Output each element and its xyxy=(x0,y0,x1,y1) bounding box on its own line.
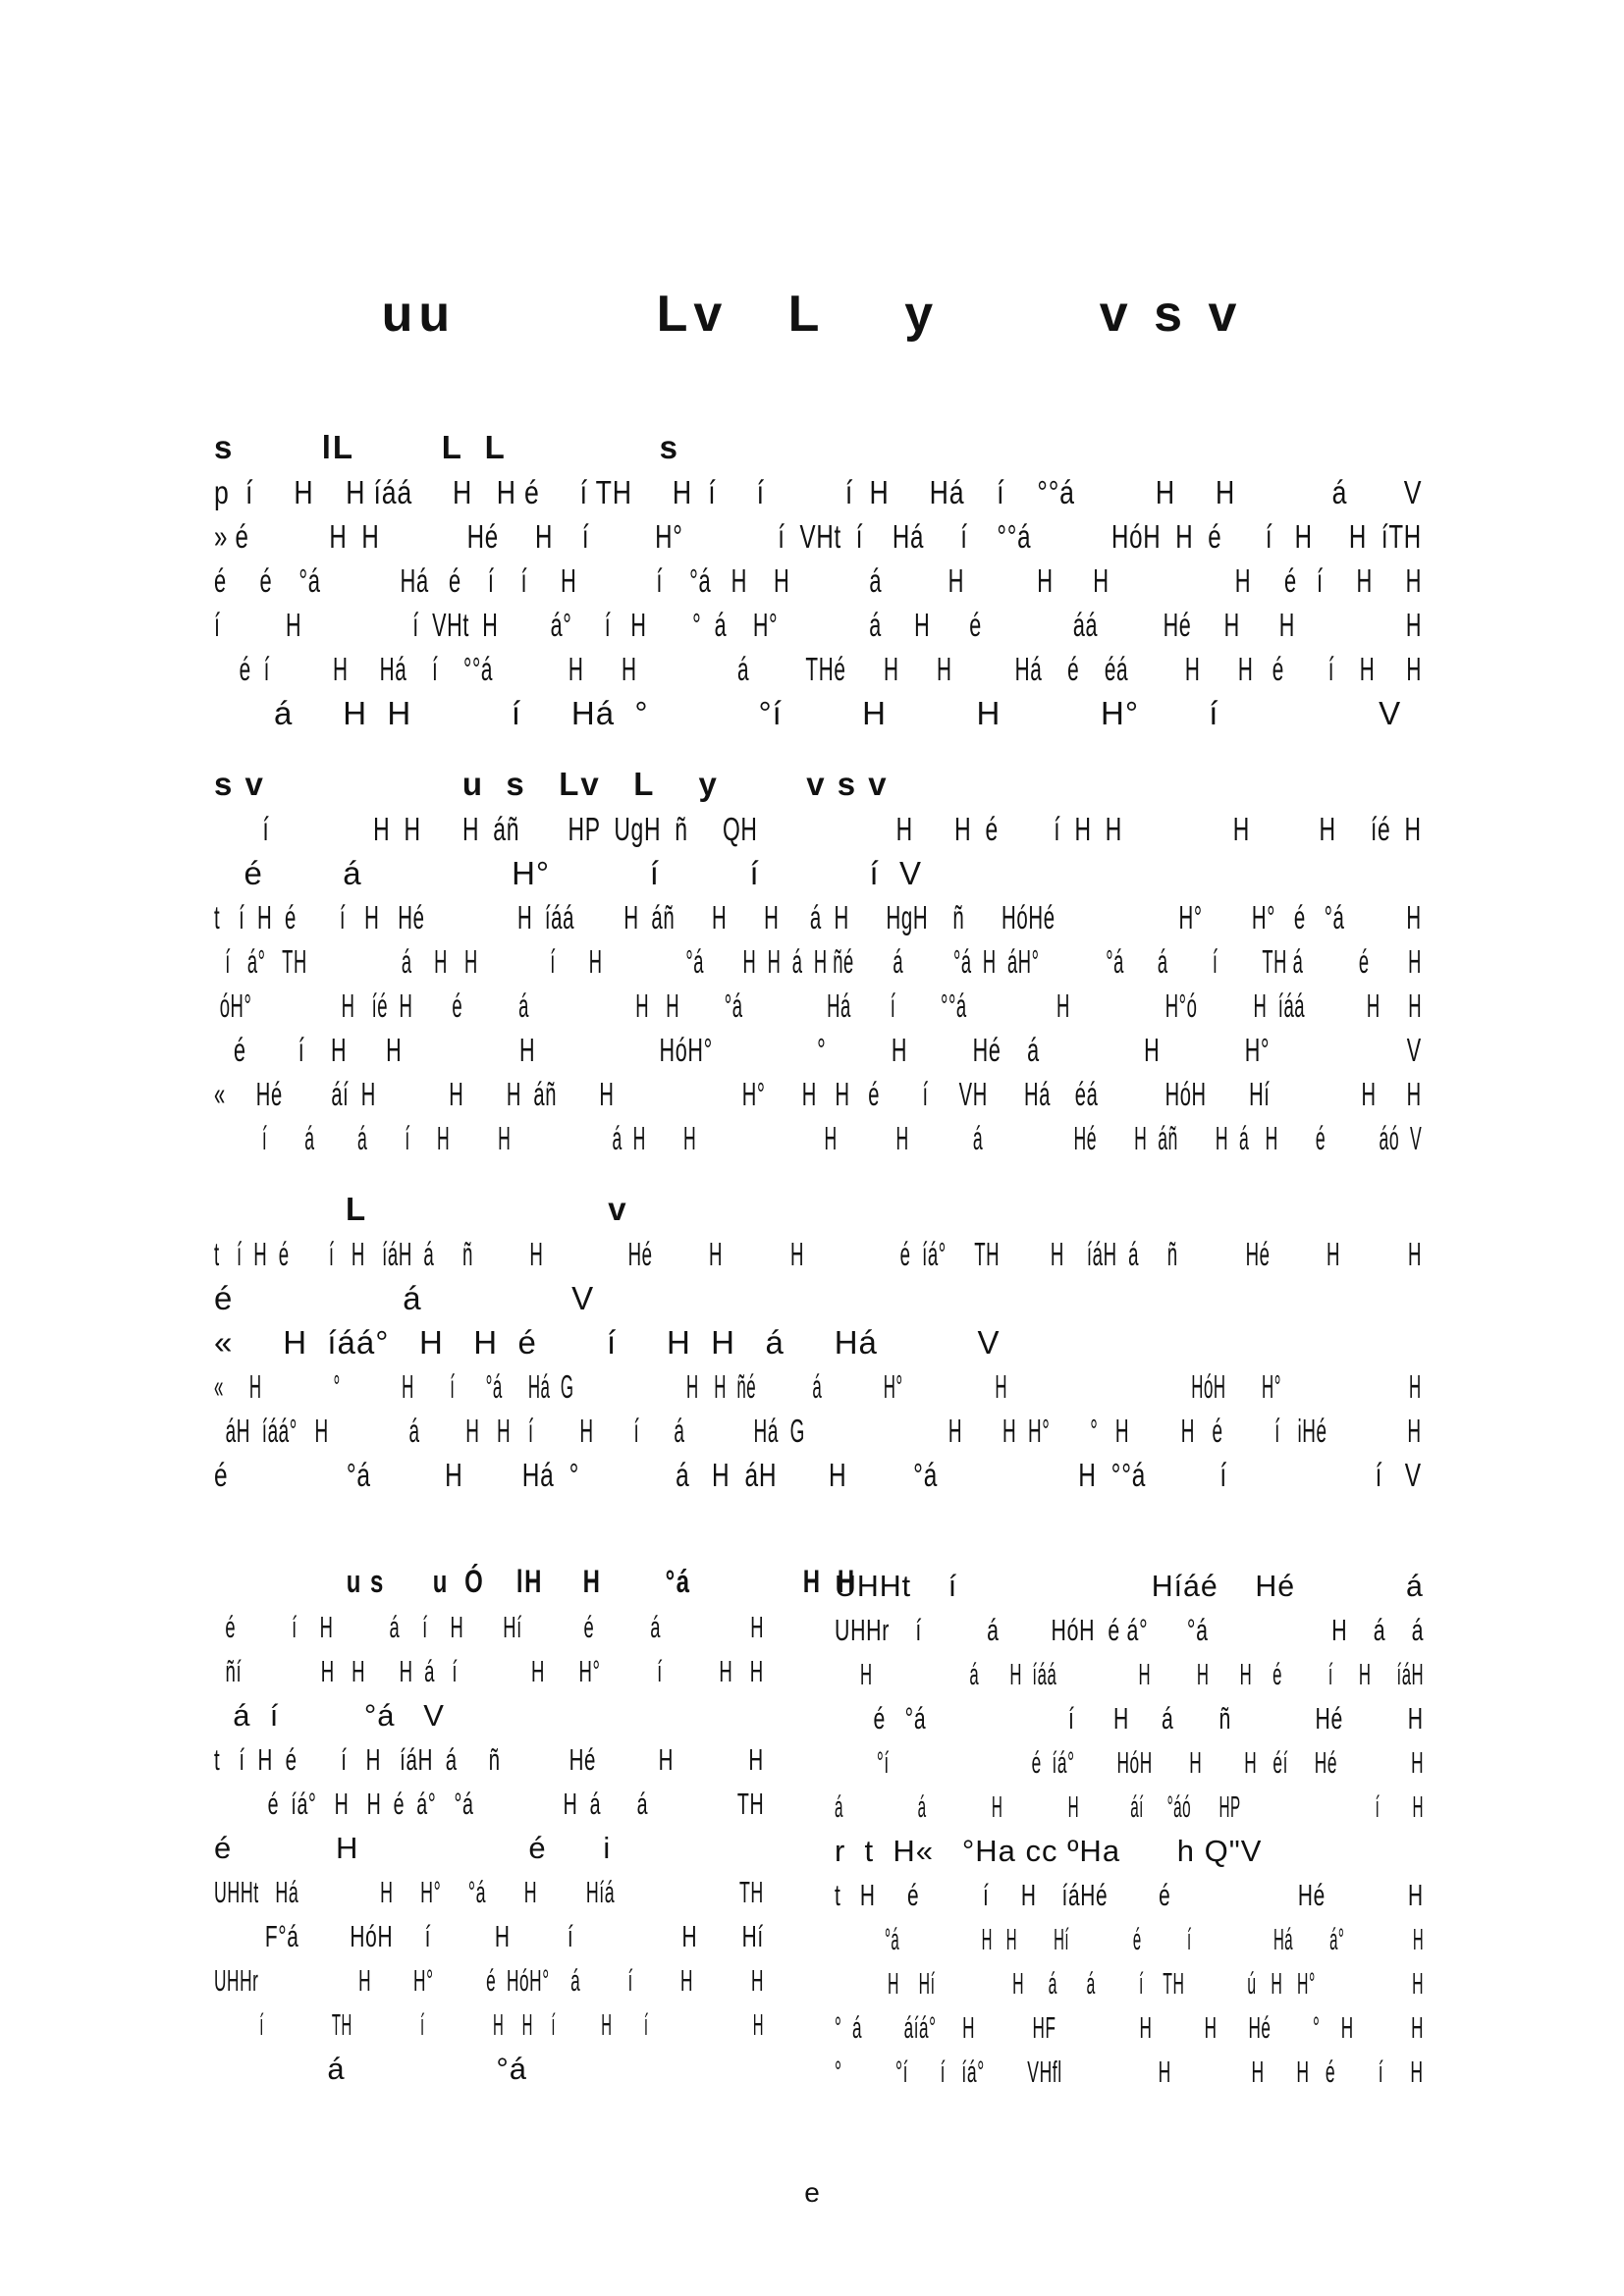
section2-line-1: í H H H áñ HP UgH ñ QH H H é í H H H H íé H xyxy=(214,811,1422,847)
right-line-9: °á H H Hí é í Há á° H xyxy=(835,1922,1425,1956)
section3-heading: L v xyxy=(214,1191,628,1227)
section1-line-5: é í H Há í °°á H H á THé H H Há é éá H H é í H H xyxy=(214,651,1422,687)
section2-line-2: é á H° í í í V xyxy=(214,855,923,891)
section3-line-3: « H íáá° H H é í H H á Há V xyxy=(214,1324,1001,1361)
right-line-2: UHHr í á HóH é á° °á H á á xyxy=(835,1613,1425,1647)
section3-line-4: « H ° H í °á Há G H H ñé á H° H HóH H° H xyxy=(214,1368,1422,1405)
section1-line-6: á H H í Há ° °í H H H° í V xyxy=(214,695,1402,731)
section1-line-2: » é H H Hé H í H° í VHt í Há í °°á HóH H é í H H íTH xyxy=(214,518,1422,555)
section2-line-8: í á á í H H á H H H H á Hé H áñ H á H é áó V xyxy=(214,1120,1423,1156)
right-line-4: é °á í H á ñ Hé H xyxy=(835,1701,1424,1735)
right-line-1: UHHt í Híáé Hé á xyxy=(835,1569,1424,1603)
right-line-7: r t H« °Ha cc ºHa h Q"V xyxy=(835,1834,1263,1868)
left-line-10: í TH í H H í H í H xyxy=(214,2007,764,2042)
left-line-6: é H é i xyxy=(214,1831,612,1865)
document-title: uu Lv L y v s v xyxy=(381,286,1243,343)
left-line-11: á °á xyxy=(214,2052,528,2086)
section2-line-7: « Hé áí H H H áñ H H° H H é í VH Há éá HóH Hí H H xyxy=(214,1076,1422,1112)
page-number: e xyxy=(804,2177,820,2208)
section3-line-1: t í H é í H íáH á ñ H Hé H H é íá° TH H íáH á ñ Hé H H xyxy=(214,1236,1423,1272)
right-line-5: °í é íá° HóH H H éí Hé H xyxy=(835,1745,1425,1780)
section2-line-5: óH° H íé H é á H H °á Há í °°á H H°ó H íáá H H xyxy=(214,988,1423,1024)
section2-line-4: í á° TH á H H í H °á H H á H ñé á °á H áH° °á á í TH á é H xyxy=(214,943,1422,980)
right-line-10: H Hí H á á í TH ú H H° H xyxy=(835,1966,1425,2001)
left-line-4: t í H é í H íáH á ñ Hé H H xyxy=(214,1742,764,1777)
section3-line-2: é á V xyxy=(214,1280,595,1316)
left-line-2: ñí H H H á í H H° í H H xyxy=(214,1654,764,1688)
left-column-heading: u s u Ó lH H °á H H xyxy=(305,1564,856,1599)
section2-line-3: t í H é í H Hé H íáá H áñ H H á H HgH ñ HóHé H° H° é °á H xyxy=(214,899,1422,935)
right-line-12: ° °í í íá° VHfl H H H é í H xyxy=(835,2055,1424,2089)
left-line-3: á í °á V xyxy=(214,1698,445,1733)
right-line-11: ° á áíá° H HF H H Hé ° H H xyxy=(835,2010,1425,2045)
left-line-5: é íá° H H é á° °á H á á TH xyxy=(214,1787,765,1821)
section2-line-6: é í H H H HóH° ° H Hé á H H° V xyxy=(214,1032,1422,1068)
section3-line-5: áH íáá° H á H H í H í á Há G H H H° ° H H é í iHé H xyxy=(214,1413,1422,1449)
left-line-1: é í H á í H Hí é á H xyxy=(214,1610,765,1644)
right-line-8: t H é í H íáHé é Hé H xyxy=(835,1878,1424,1912)
section3-line-6: é °á H Há ° á H áH H °á H °°á í í V xyxy=(214,1457,1422,1493)
section1-line-4: í H í VHt H á° í H ° á H° á H é áá Hé H H H xyxy=(214,607,1423,643)
section1-heading: s lL L L s xyxy=(214,429,679,465)
section2-heading: s v u s Lv L y v s v xyxy=(214,766,889,802)
right-line-6: á á H H áí °áó HP í H xyxy=(835,1789,1424,1824)
left-line-9: UHHr H H° é HóH° á í H H xyxy=(214,1963,765,1998)
right-line-3: H á H íáá H H H é í H íáH xyxy=(835,1657,1425,1691)
left-line-8: F°á HóH í H í H Hí xyxy=(214,1919,764,1953)
section1-line-1: p í H H íáá H H é í TH H í í í H Há í °°á H H á V xyxy=(214,474,1423,510)
left-line-7: UHHt Há H H° °á H Híá TH xyxy=(214,1875,764,1909)
section1-line-3: é é °á Há é í í H í °á H H á H H H H é í H H xyxy=(214,562,1423,599)
